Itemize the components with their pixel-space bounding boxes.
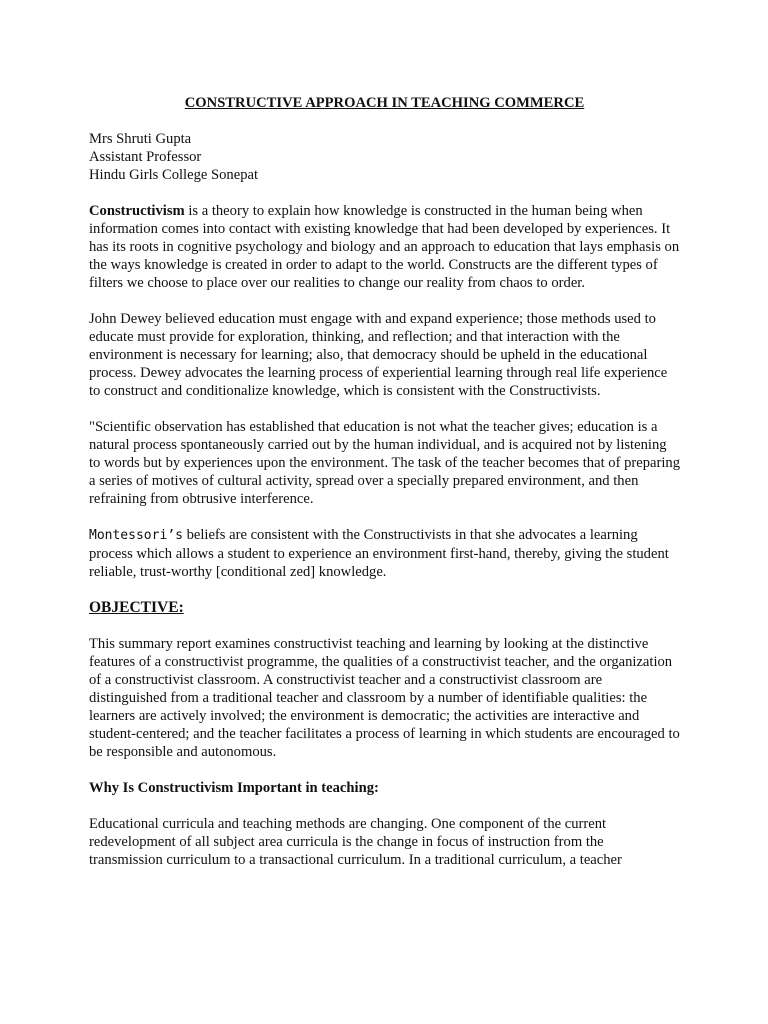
author-institution: Hindu Girls College Sonepat xyxy=(89,167,259,183)
author-position: Assistant Professor xyxy=(89,149,202,165)
why-paragraph: Educational curricula and teaching methods are changing. One component of the current redevelopment of all subject area curricula is the change in focus of instruction from the transmission curriculum to a transactional curriculum. In a traditional curriculum, a teacher xyxy=(89,816,622,868)
author-block xyxy=(89,130,680,184)
intro-paragraph xyxy=(89,202,680,292)
montessori-name: Montessori’s xyxy=(89,528,183,543)
montessori-paragraph xyxy=(89,526,680,581)
document-title: CONSTRUCTIVE APPROACH IN TEACHING COMMERCE xyxy=(184,95,585,111)
why-heading: Why Is Constructivism Important in teaching: xyxy=(89,780,379,796)
objective-paragraph: This summary report examines constructivist teaching and learning by looking at the distinctive features of a constructivist programme, the qualities of a constructivist teacher, and the organization of a constructivist classroom. A constructivist teacher and a constructivist classroom are distinguished from a traditional teacher and classroom by a number of identifiable qualities: the learners are actively involved; the environment is democratic; the activities are interactive and student-centered; and the teacher facilitates a process of learning in which students are encouraged to be responsible and autonomous. xyxy=(89,636,680,760)
intro-term: Constructivism xyxy=(89,203,185,219)
montessori-text: beliefs are consistent with the Constructivists in that she advocates a learning process which allows a student to experience an environment first-hand, thereby, giving the student reliable, trust-worthy [conditional zed] knowledge. xyxy=(89,527,669,580)
objective-heading: OBJECTIVE: xyxy=(89,599,184,616)
intro-text: is a theory to explain how knowledge is constructed in the human being when information comes into contact with existing knowledge that had been developed by experiences. It has its roots in cognitive psychology and biology and an approach to education that lays emphasis on the ways knowledge is created in order to adapt to the world. Constructs are the different types of filters we choose to place over our realities to change our reality from chaos to order. xyxy=(89,203,680,291)
quote-paragraph: "Scientific observation has established that education is not what the teacher gives; education is a natural process spontaneously carried out by the human individual, and is acquired not by listening to words but by experiences upon the environment. The task of the teacher becomes that of preparing a series of motives of cultural activity, spread over a specially prepared environment, and then refraining from obtrusive interference. xyxy=(89,419,680,507)
dewey-paragraph: John Dewey believed education must engage with and expand experience; those methods used to educate must provide for exploration, thinking, and reflection; and that interaction with the environment is necessary for learning; also, that democracy should be upheld in the educational process. Dewey advocates the learning process of experiential learning through real life experience to construct and conditionalize knowledge, which is consistent with the Constructivists. xyxy=(89,311,668,399)
author-name: Mrs Shruti Gupta xyxy=(89,131,192,147)
